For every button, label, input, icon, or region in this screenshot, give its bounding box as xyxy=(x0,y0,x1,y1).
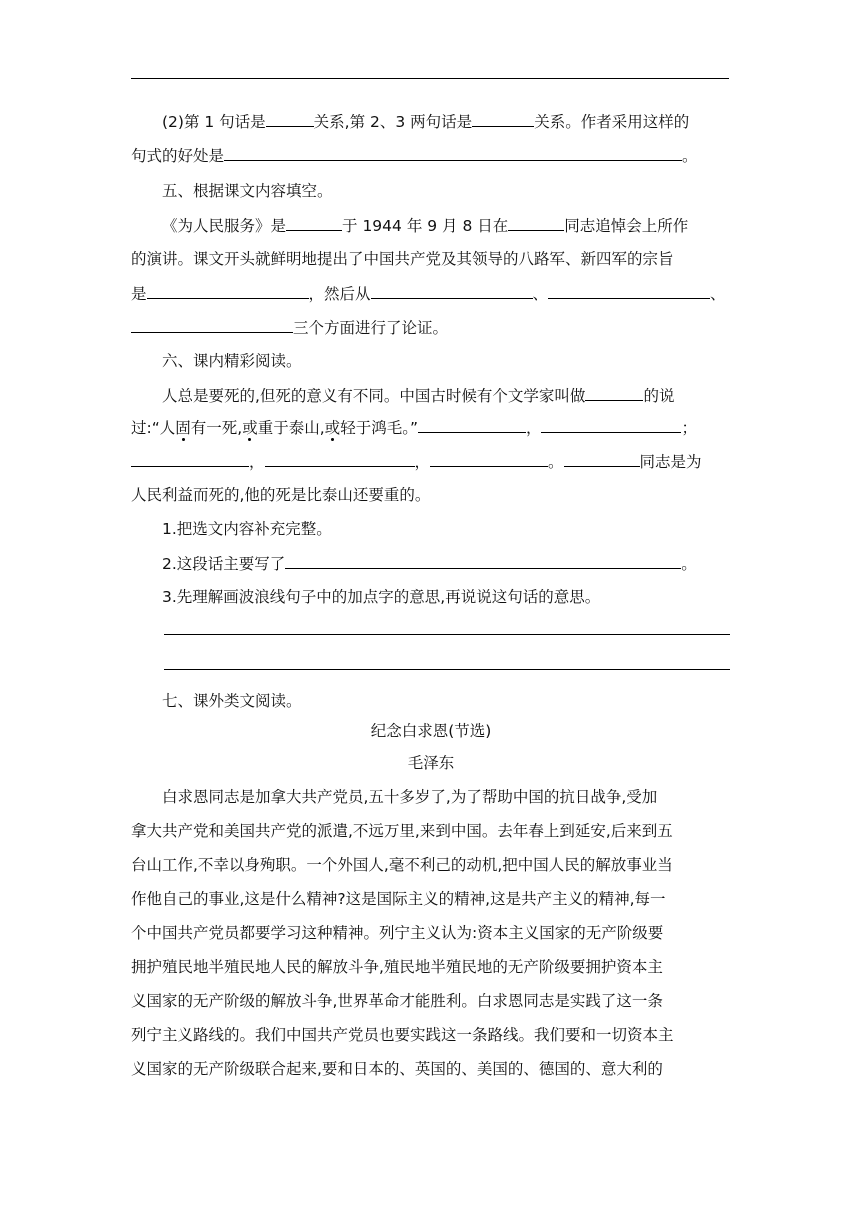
answer-line[interactable] xyxy=(164,634,730,635)
section-6-passage-line-4: 人民利益而死的,他的死是比泰山还要重的。 xyxy=(131,486,431,504)
text: 句式的好处是 xyxy=(131,147,225,165)
question-4-2-line-2 xyxy=(131,142,731,168)
section-5-line-3 xyxy=(131,280,731,306)
answer-blank[interactable] xyxy=(131,314,293,333)
text: ， xyxy=(525,419,542,437)
answer-blank[interactable] xyxy=(266,108,314,127)
article-line: 作他自己的事业,这是什么精神?这是国际主义的精神,这是共产主义的精神,每一 xyxy=(131,890,666,908)
text: 有一死, xyxy=(190,419,243,437)
section-6-question-3: 3.先理解画波浪线句子中的加点字的意思,再说说这句话的意思。 xyxy=(162,588,601,606)
answer-line[interactable] xyxy=(164,669,730,670)
text: 、 xyxy=(710,285,726,303)
question-4-2-line-1 xyxy=(131,108,762,134)
answer-blank[interactable] xyxy=(548,280,710,299)
text: ； xyxy=(681,419,697,437)
header-rule xyxy=(131,78,729,79)
article-line: 拥护殖民地半殖民地人民的解放斗争,殖民地半殖民地的无产阶级要拥护资本主 xyxy=(131,958,663,976)
text: 。 xyxy=(682,147,698,165)
answer-blank[interactable] xyxy=(286,212,342,231)
text: 同志追悼会上所作 xyxy=(564,217,689,235)
section-5-line-1 xyxy=(131,212,762,238)
answer-blank[interactable] xyxy=(564,448,640,467)
dotted-char: 或 xyxy=(324,419,341,437)
text: 的说 xyxy=(643,387,675,405)
article-line: 台山工作,不幸以身殉职。一个外国人,毫不利己的动机,把中国人民的解放事业当 xyxy=(131,856,673,874)
dotted-char: 固 xyxy=(175,419,191,437)
text: ， xyxy=(414,453,431,471)
section-7-heading: 七、课外类文阅读。 xyxy=(162,692,302,710)
section-6-passage-line-1 xyxy=(131,382,762,408)
section-5-heading: 五、根据课文内容填空。 xyxy=(162,182,333,200)
text: ， xyxy=(249,453,265,471)
text: ，然后从 xyxy=(308,285,371,303)
answer-blank[interactable] xyxy=(147,280,309,299)
text: 。 xyxy=(681,555,697,573)
section-6-question-2 xyxy=(131,550,762,576)
article-title: 纪念白求恩(节选) xyxy=(370,722,492,740)
answer-blank[interactable] xyxy=(418,414,526,433)
text: 。 xyxy=(548,453,564,471)
text: 《为人民服务》是 xyxy=(162,217,287,235)
article-author: 毛泽东 xyxy=(407,754,455,772)
text: 关系,第 2、3 两句话是 xyxy=(313,113,473,131)
answer-blank[interactable] xyxy=(508,212,564,231)
text: 是 xyxy=(131,285,147,303)
section-5-line-2: 的演讲。课文开头就鲜明地提出了中国共产党及其领导的八路军、新四军的宗旨 xyxy=(131,250,674,268)
text: 于 1944 年 9 月 8 日在 xyxy=(342,217,509,235)
section-6-question-1: 1.把选文内容补充完整。 xyxy=(162,520,332,538)
answer-blank[interactable] xyxy=(585,382,643,401)
text: (2)第 1 句话是 xyxy=(162,113,266,131)
text: 2.这段话主要写了 xyxy=(162,555,286,573)
section-5-line-4 xyxy=(131,314,731,340)
text: 重于泰山, xyxy=(257,419,325,437)
article-line: 个中国共产党员都要学习这种精神。列宁主义认为:资本主义国家的无产阶级要 xyxy=(131,924,664,942)
article-line: 白求恩同志是加拿大共产党员,五十多岁了,为了帮助中国的抗日战争,受加 xyxy=(162,788,658,806)
text: 三个方面进行了论证。 xyxy=(293,319,449,337)
answer-blank[interactable] xyxy=(371,280,533,299)
text: 人总是要死的,但死的意义有不同。中国古时候有个文学家叫做 xyxy=(162,387,586,405)
answer-blank[interactable] xyxy=(472,108,534,127)
answer-blank[interactable] xyxy=(131,448,249,467)
text: 关系。作者采用这样的 xyxy=(534,113,690,131)
article-line: 拿大共产党和美国共产党的派遣,不远万里,来到中国。去年春上到延安,后来到五 xyxy=(131,822,673,840)
dotted-char: 或 xyxy=(242,419,258,437)
article-line: 义国家的无产阶级联合起来,要和日本的、英国的、美国的、德国的、意大利的 xyxy=(131,1060,663,1078)
answer-blank[interactable] xyxy=(224,142,682,161)
text: 、 xyxy=(532,285,549,303)
section-6-passage-line-2 xyxy=(131,414,731,440)
answer-blank[interactable] xyxy=(285,550,681,569)
answer-blank[interactable] xyxy=(541,414,681,433)
section-6-heading: 六、课内精彩阅读。 xyxy=(162,352,302,370)
answer-blank[interactable] xyxy=(430,448,548,467)
answer-blank[interactable] xyxy=(265,448,415,467)
text: 同志是为 xyxy=(639,453,702,471)
text: 过:“人 xyxy=(131,419,176,437)
article-line: 列宁主义路线的。我们中国共产党员也要实践这一条路线。我们要和一切资本主 xyxy=(131,1026,674,1044)
text: 轻于鸿毛。” xyxy=(340,419,418,437)
section-6-passage-line-3 xyxy=(131,448,731,474)
article-line: 义国家的无产阶级的解放斗争,世界革命才能胜利。白求恩同志是实践了这一条 xyxy=(131,992,663,1010)
